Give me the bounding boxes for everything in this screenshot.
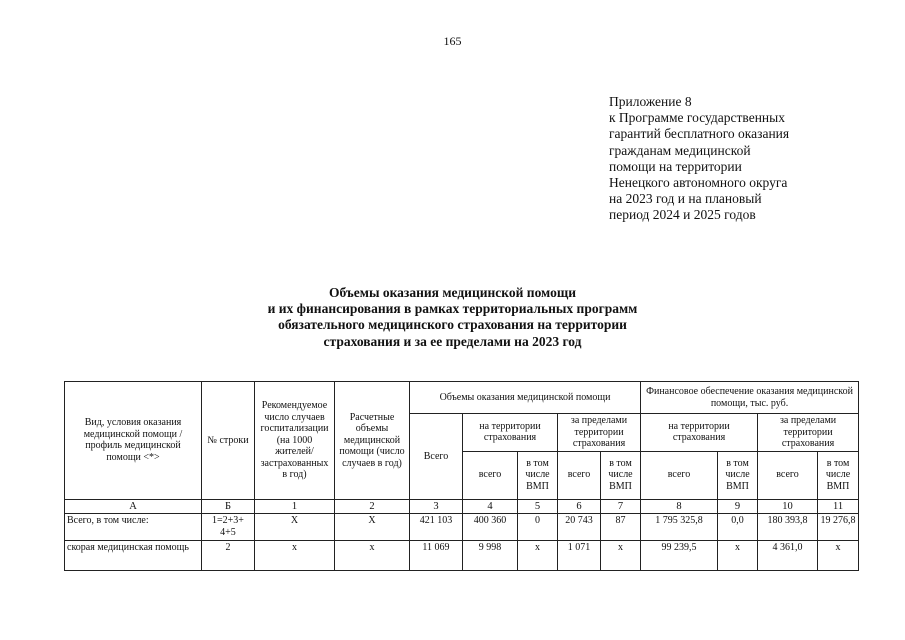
table-cell: х	[718, 541, 758, 571]
appendix-note	[609, 94, 899, 224]
row-label: скорая медицинская помощь	[65, 541, 202, 571]
header-incl-vmp: в том числе ВМП	[818, 451, 859, 499]
title-line: обязательного медицинского страхования на территории	[278, 317, 627, 333]
table-cell: 0,0	[718, 514, 758, 541]
table-cell: 421 103	[410, 514, 463, 541]
table-cell: х	[601, 541, 641, 571]
header-incl-vmp: в том числе ВМП	[601, 451, 641, 499]
header-all: всего	[463, 451, 518, 499]
appendix-line: к Программе государственных	[609, 110, 785, 126]
table-cell: 87	[601, 514, 641, 541]
index-cell: 9	[718, 499, 758, 514]
index-cell: 6	[558, 499, 601, 514]
table-cell: х	[335, 541, 410, 571]
index-cell: 2	[335, 499, 410, 514]
index-cell: Б	[202, 499, 255, 514]
header-all: всего	[758, 451, 818, 499]
appendix-line: период 2024 и 2025 годов	[609, 207, 756, 223]
table-cell: 0	[518, 514, 558, 541]
column-index-row	[65, 499, 859, 514]
index-cell: 3	[410, 499, 463, 514]
index-cell: 8	[641, 499, 718, 514]
index-cell: 11	[818, 499, 859, 514]
appendix-line: Ненецкого автономного округа	[609, 175, 788, 191]
table-cell: 20 743	[558, 514, 601, 541]
table-cell: X	[255, 514, 335, 541]
table-cell: х	[818, 541, 859, 571]
table-cell: X	[335, 514, 410, 541]
index-cell: 4	[463, 499, 518, 514]
table-cell: 19 276,8	[818, 514, 859, 541]
table-row	[65, 514, 859, 541]
appendix-line: гарантий бесплатного оказания	[609, 126, 790, 142]
header-recommended: Рекомендуемое число случаев госпитализации (на 1000 жителей/ застрахованных в год)	[255, 382, 335, 500]
document-title	[0, 285, 905, 350]
header-outside-territory: за пределами территории страхования	[558, 414, 641, 452]
header-row-no: № строки	[202, 382, 255, 500]
header-calculated: Расчетные объемы медицинской помощи (число случаев в год)	[335, 382, 410, 500]
table-cell: 1 071	[558, 541, 601, 571]
index-cell: 1	[255, 499, 335, 514]
table-cell: 4 361,0	[758, 541, 818, 571]
header-all: всего	[641, 451, 718, 499]
table-cell: 2	[202, 541, 255, 571]
header-fin-outside-territory: за пределами территории страхования	[758, 414, 859, 452]
header-financing: Финансовое обеспечение оказания медицинской помощи, тыс. руб.	[641, 382, 859, 414]
table-cell: 400 360	[463, 514, 518, 541]
header-incl-vmp: в том числе ВМП	[718, 451, 758, 499]
index-cell: 10	[758, 499, 818, 514]
table-cell: 99 239,5	[641, 541, 718, 571]
table-row	[65, 541, 859, 571]
table-cell: х	[255, 541, 335, 571]
table-cell: 11 069	[410, 541, 463, 571]
table-cell: 1 795 325,8	[641, 514, 718, 541]
title-line: и их финансирования в рамках территориальных программ	[267, 301, 638, 317]
appendix-line: гражданам медицинской	[609, 142, 751, 158]
header-total: Всего	[410, 414, 463, 500]
header-in-territory: на территории страхования	[463, 414, 558, 452]
table-cell: 1=2+3+ 4+5	[202, 514, 255, 541]
table-cell: 180 393,8	[758, 514, 818, 541]
page-number: 165	[443, 34, 462, 48]
header-all: всего	[558, 451, 601, 499]
row-label: Всего, в том числе:	[65, 514, 202, 541]
table-cell: 9 998	[463, 541, 518, 571]
header-volumes: Объемы оказания медицинской помощи	[410, 382, 641, 414]
volumes-table	[64, 381, 859, 571]
appendix-line: Приложение 8	[609, 94, 692, 109]
title-line: Объемы оказания медицинской помощи	[328, 285, 577, 300]
appendix-line: помощи на территории	[609, 158, 742, 174]
header-type: Вид, условия оказания медицинской помощи / профиль медицинской помощи <*>	[65, 382, 202, 500]
header-incl-vmp: в том числе ВМП	[518, 451, 558, 499]
index-cell: 5	[518, 499, 558, 514]
appendix-line: на 2023 год и на плановый	[609, 191, 762, 207]
title-line: страхования и за ее пределами на 2023 год	[323, 333, 582, 349]
header-fin-in-territory: на территории страхования	[641, 414, 758, 452]
index-cell: А	[65, 499, 202, 514]
table-cell: х	[518, 541, 558, 571]
index-cell: 7	[601, 499, 641, 514]
